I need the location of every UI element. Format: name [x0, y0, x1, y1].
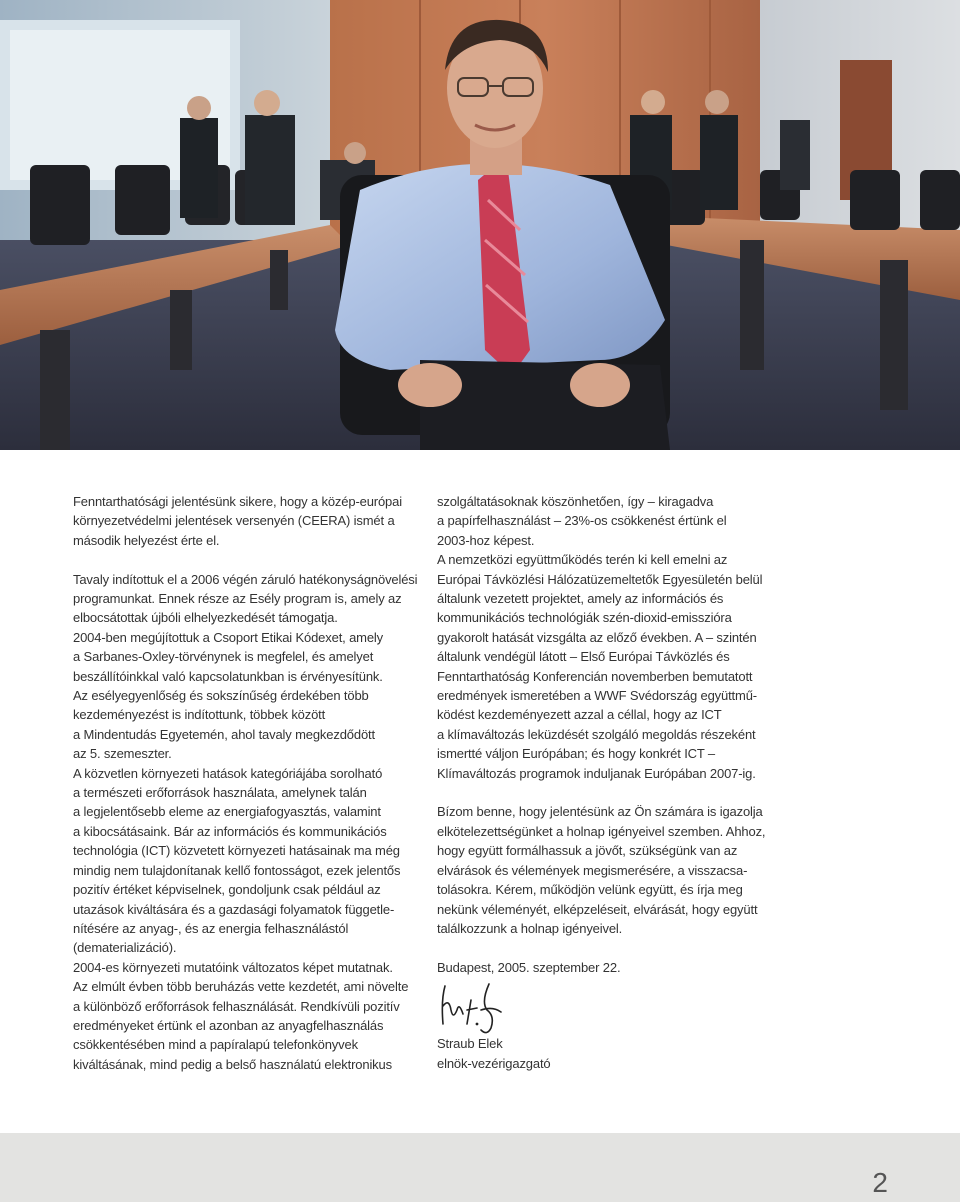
- paragraph: Tavaly indítottuk el a 2006 végén záruló hatékonyságnövelési programunkat. Ennek része az Esély program is, amely az elbocsátottak újbóli elhelyezkedését támogatja.: [73, 571, 418, 626]
- paragraph: A közvetlen környezeti hatások kategóriájába sorolható a természeti erőforrások használata, amelynek talán a legjelentősebb eleme az energiafogyasztás, valamint a kibocsátásaink. Bár az információs és kommunikációs technológia (ICT) közvetett környezeti hatásainak ma még mindig nem tulajdonítanak kellő fontosságot, ezek jelentős pozitív értéket képviselnek, gondoljunk csak például az utazások kiváltására és a gazdasági folyamatok függetle- nítésére az anyag-, és az energia felhasználástól (dematerializáció).: [73, 765, 401, 956]
- paragraph: 2004-es környezeti mutatóink változatos képet mutatnak. Az elmúlt évben több beruházás vette kezdetét, ami növelte a különböző erőforrások felhasználását. Rendkívüli pozitív eredményeket értünk el azonban az anyagfelhasználás csökkentésében mind a papíralapú telefonkönyvek kiváltásának, mind pedig a belső használatú elektronikus: [73, 959, 409, 1072]
- page-footer-band: [0, 1133, 960, 1202]
- paragraph: Bízom benne, hogy jelentésünk az Ön számára is igazolja elkötelezettségünket a holnap igényeivel szemben. Ahhoz, hogy együtt formálhassuk a jövőt, szükségünk van az elvárások és vélemények megismerésére, a visszacsa- tolásokra. Kérem, működjön velünk együtt, és írja meg nekünk véleményét, elképzeléseit, elvárását, hogy együtt találkozzunk a holnap igényeivel.: [437, 804, 766, 936]
- signatory-name: Straub Elek: [437, 1036, 503, 1051]
- paragraph: Fenntarthatósági jelentésünk sikere, hogy a közép-európai környezetvédelmi jelentések versenyén (CEERA) ismét a második helyezést érte el.: [73, 494, 402, 548]
- body-text-left-column: [73, 492, 423, 1074]
- handwritten-signature: [437, 980, 527, 1036]
- paragraph: 2004-ben megújítottuk a Csoport Etikai Kódexet, amely a Sarbanes-Oxley-törvénynek is megfelel, és amelyet beszállítóinkkal való kapcsolatunkban is érvényesítünk.: [73, 629, 384, 684]
- paragraph: Az esélyegyenlőség és sokszínűség érdekében több kezdeményezést is indítottunk, többek között a Mindentudás Egyetemén, ahol tavaly megkezdődött az 5. szemeszter.: [73, 688, 375, 762]
- signatory-title: elnök-vezérigazgató: [437, 1056, 551, 1071]
- executive-portrait-photo: [0, 0, 960, 450]
- date-line: Budapest, 2005. szeptember 22.: [437, 959, 621, 975]
- paragraph: A nemzetközi együttműködés terén ki kell emelni az Európai Távközlési Hálózatüzemeltetők Egyesületén belül általunk vezetett projektet, amely az információs és kommunikációs technológiák szén-dioxid-emisszióra gyakorolt hatását vizsgálta az előző években. A – szintén általunk vendégül látott – Első Európai Távközlés és Fenntarthatóság Konferencián novemberben bemutatott eredmények ismeretében a WWF Svédország együttmű- ködést kezdeményezett azzal a céllal, hogy az ICT a klímaváltozás leküzdését szolgáló megoldás részeként ismertté váljon Európában; és hogy konkrét ICT – Klímaváltozás programok induljanak Európában 2007-ig.: [437, 552, 763, 781]
- body-text-right-column: [437, 492, 797, 977]
- page-number: 2: [872, 1167, 888, 1198]
- paragraph: szolgáltatásoknak köszönhetően, így – kiragadva a papírfelhasználást – 23%-os csökkenést értünk el 2003-hoz képest.: [437, 494, 727, 548]
